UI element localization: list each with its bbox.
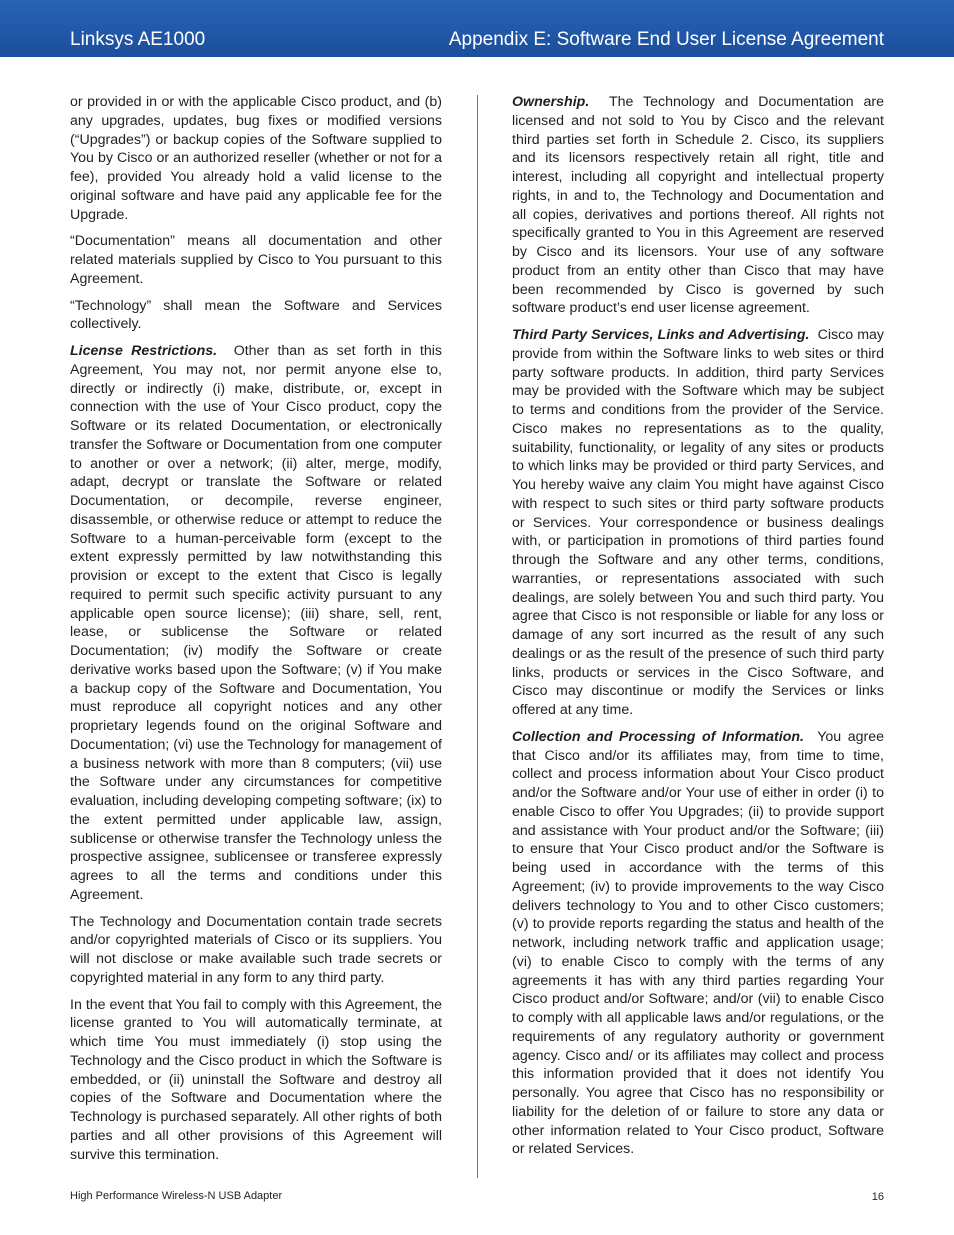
paragraph: or provided in or with the applicable Cisco product, and (b) any upgrades, updates, bug fixes or modified versions (“Upgrades”) or backup copies of the Software supplied to You by Cisco or an authorized reseller (whether or not for a fee), provided You already hold a valid license to the original software and have paid any applicable fee for the Upgrade. [70, 94, 442, 223]
section-heading: Ownership. [512, 94, 590, 110]
column-divider [477, 95, 478, 1178]
section-heading: Collection and Processing of Information. [512, 728, 804, 745]
product-name: Linksys AE1000 [70, 29, 206, 50]
paragraph-body: You agree that Cisco and/or its affiliates may, from time to time, collect and process information about Your Cisco product and/or the Software and/or Your use of either in order (i) to enable Cisco to offer You Upgrades; (ii) to provide support and assistance with Your product and/or the Software; (iii) to ensure that Your Cisco product and/or the Software is being used in accordance with the terms of this Agreement; (iv) to provide improvements to the way Cisco delivers technology to You and to other Cisco customers; (v) to provide reports regarding the status and health of the network, including network traffic and application usage; (vi) to enable Cisco to comply with the terms of any agreements it has with any third parties regarding Your Cisco product and/or Software; and/or (vii) to enable Cisco to comply with all applicable laws and/or regulations, or the requirements of any regulatory authority or government agency. Cisco and/ or its affiliates may collect and process this information provided that it does not identify You personally. You agree that Cisco has no responsibility or liability for the deletion of or failure to store any data or other information related to Your Cisco product, Software or related Services. [512, 728, 885, 1158]
paragraph-body: Cisco may provide from within the Software links to web sites or third party software products. In addition, third party Services may be provided with the Software which may be subject to terms and conditions from the provider of the Service. Cisco makes no representations as to the quality, suitability, functionality, or legality of any sites or products to which links may be provided or third party Services, and You hereby waive any claim You might have against Cisco with respect to such sites or third party software products or Services. Your correspondence or business dealings with, or participation in promotions of third parties found through the Software and any other terms, conditions, warranties, or representations associated with such dealings, are solely between You and such third party. You agree that Cisco is not responsible or liable for any loss or damage of any sort incurred as the result of any such dealings or as the result of the presence of such third party links, products or services in the Cisco Software, and Cisco may discontinue or modify the Services or links offered at any time. [512, 327, 885, 718]
paragraph: “Technology” shall mean the Software and Services collectively. [70, 297, 442, 333]
paragraph-body: Other than as set forth in this Agreement, You may not, nor permit anyone else to, directly or indirectly (i) make, distribute, or, except in connection with the use of Your Cisco product, copy the Software or its related Documentation, or electronically transfer the Software or Documentation from one computer to another or over a network; (ii) alter, merge, modify, adapt, decrypt or translate the Software or related Documentation, or decompile, reverse engineer, disassemble, or otherwise reduce or attempt to reduce the Software to a human-perceivable form (except to the extent expressly permitted by law notwithstanding this provision or except to the extent that Cisco is legally required to permit such specific activity pursuant to any applicable open source license); (iii) share, sell, rent, lease, or sublicense the Software or related Documentation; (iv) modify the Software or create derivative works based upon the Software; (v) if You make a backup copy of the Software and Documentation, You must reproduce all copyright notices and any other proprietary legends found on the original Software and Documentation; (vi) use the Technology for management of a business network with more than 8 computers; (vii) use the Software under any circumstances for competitive evaluation, including developing competing software; (ix) to the extent permitted under applicable law, assign, sublicense or otherwise transfer the Technology unless the prospective assignee, sublicensee or transferee expressly agrees to all the terms and conditions under this Agreement. [70, 343, 442, 903]
paragraph: The Technology and Documentation contain trade secrets and/or copyrighted materials of Cisco or its suppliers. You will not disclose or make available such trade secrets or copyrighted material in any form to any third party. [70, 913, 442, 986]
paragraph [512, 728, 884, 1159]
left-column [70, 93, 442, 1172]
section-title: Appendix E: Software End User License Agreement [448, 29, 884, 50]
paragraph [512, 326, 884, 720]
page-number: 16 [871, 1191, 884, 1203]
paragraph [512, 93, 884, 318]
paragraph-body: The Technology and Documentation are licensed and not sold to You by Cisco and the relevant third parties set forth in Schedule 2. Cisco, its suppliers and its licensors respectively retain all right, title and interest, including all copyright and intellectual property rights, in and to, the Technology and Documentation and all copies, derivatives and portions thereof. All rights not specifically granted to You in this Agreement are reserved by Cisco and its licensors. Your use of any software product from an entity other than Cisco that may have been recommended by Cisco is governed by such software product’s end user license agreement. [512, 94, 884, 317]
section-heading: License Restrictions. [70, 343, 218, 359]
page-header [0, 0, 954, 57]
paragraph: “Documentation” means all documentation and other related materials supplied by Cisco to You pursuant to this Agreement. [70, 233, 442, 287]
right-column [512, 93, 884, 1167]
section-heading: Third Party Services, Links and Advertising. [512, 327, 810, 343]
paragraph [70, 342, 442, 905]
paragraph: In the event that You fail to comply with this Agreement, the license granted to You will automatically terminate, at which time You must immediately (i) stop using the Technology and the Cisco product in which the Software is embedded, or (ii) uninstall the Software and destroy all copies of the Software and Documentation where the Technology is purchased separately. All other rights of both parties and all other provisions of this Agreement will survive this termination. [70, 996, 442, 1163]
footer-product-name: High Performance Wireless-N USB Adapter [70, 1190, 283, 1202]
